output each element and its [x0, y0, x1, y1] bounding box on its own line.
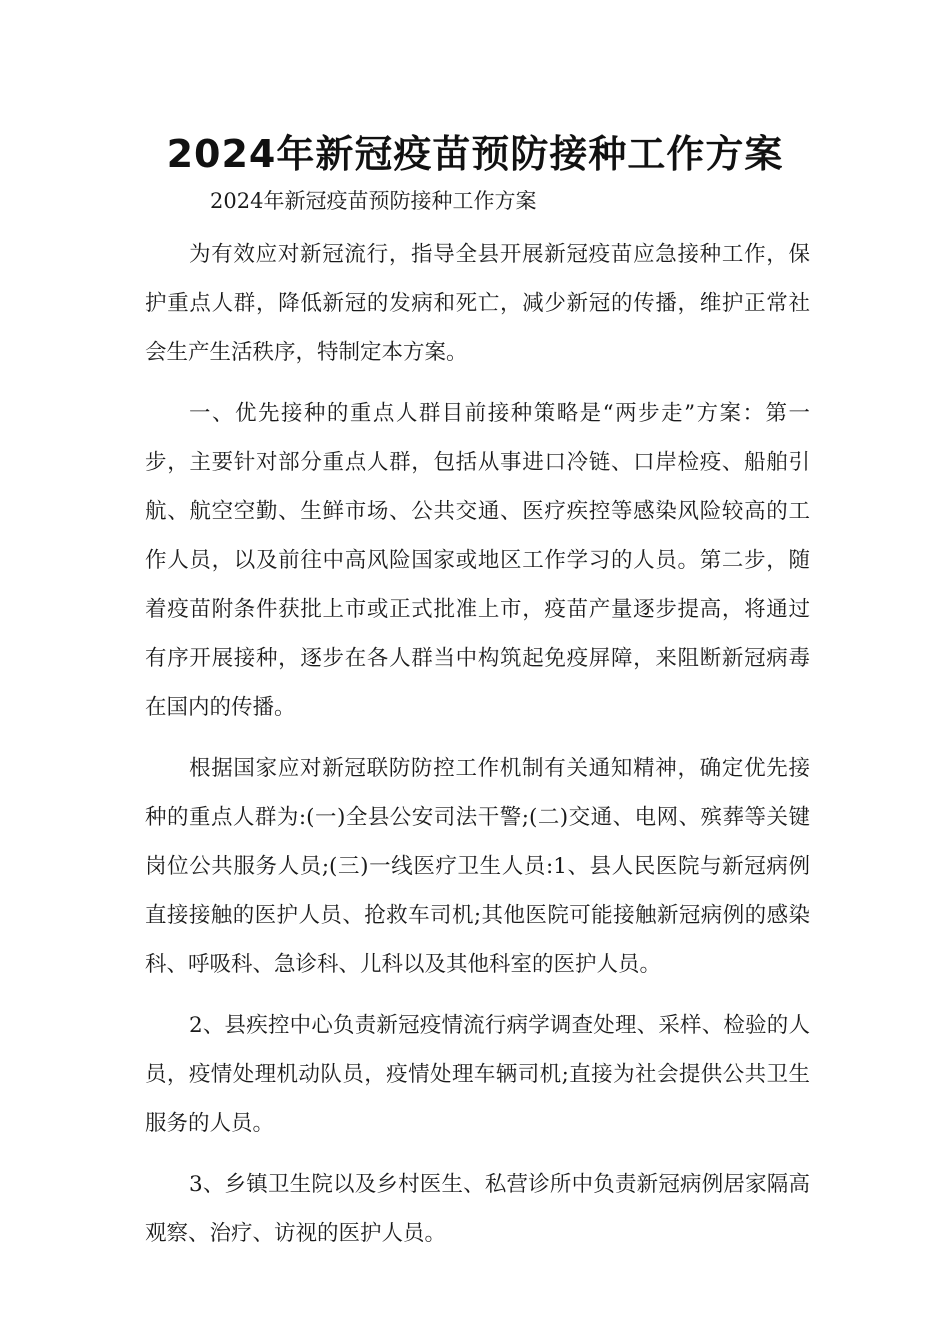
- paragraph-cdc-staff: 2、县疾控中心负责新冠疫情流行病学调查处理、采样、检验的人员，疫情处理机动队员，疫情处理车辆司机;直接为社会提供公共卫生服务的人员。: [145, 1013, 810, 1136]
- paragraph-township-staff: 3、乡镇卫生院以及乡村医生、私营诊所中负责新冠病例居家隔高观察、治疗、访视的医护人员。: [145, 1172, 810, 1246]
- document-subtitle: 2024年新冠疫苗预防接种工作方案: [210, 189, 537, 213]
- paragraph-intro: 为有效应对新冠流行，指导全县开展新冠疫苗应急接种工作，保护重点人群，降低新冠的发病和死亡，减少新冠的传播，维护正常社会生产生活秩序，特制定本方案。: [145, 242, 810, 365]
- document-title: 2024年新冠疫苗预防接种工作方案: [166, 132, 784, 176]
- paragraph-key-populations: 根据国家应对新冠联防防控工作机制有关通知精神，确定优先接种的重点人群为:(一)全县公安司法干警;(二)交通、电网、殡葬等关键岗位公共服务人员;(三)一线医疗卫生人员:1、县人民医院与新冠病例直接接触的医护人员、抢救车司机;其他医院可能接触新冠病例的感染科、呼吸科、急诊科、儿科以及其他科室的医护人员。: [145, 756, 810, 977]
- paragraph-priority-groups: 一、优先接种的重点人群目前接种策略是“两步走”方案：第一步，主要针对部分重点人群，包括从事进口冷链、口岸检疫、船舶引航、航空空勤、生鲜市场、公共交通、医疗疾控等感染风险较高的工作人员，以及前往中高风险国家或地区工作学习的人员。第二步，随着疫苗附条件获批上市或正式批准上市，疫苗产量逐步提高，将通过有序开展接种，逐步在各人群当中构筑起免疫屏障，来阻断新冠病毒在国内的传播。: [145, 401, 810, 720]
- document-body: [145, 230, 810, 1270]
